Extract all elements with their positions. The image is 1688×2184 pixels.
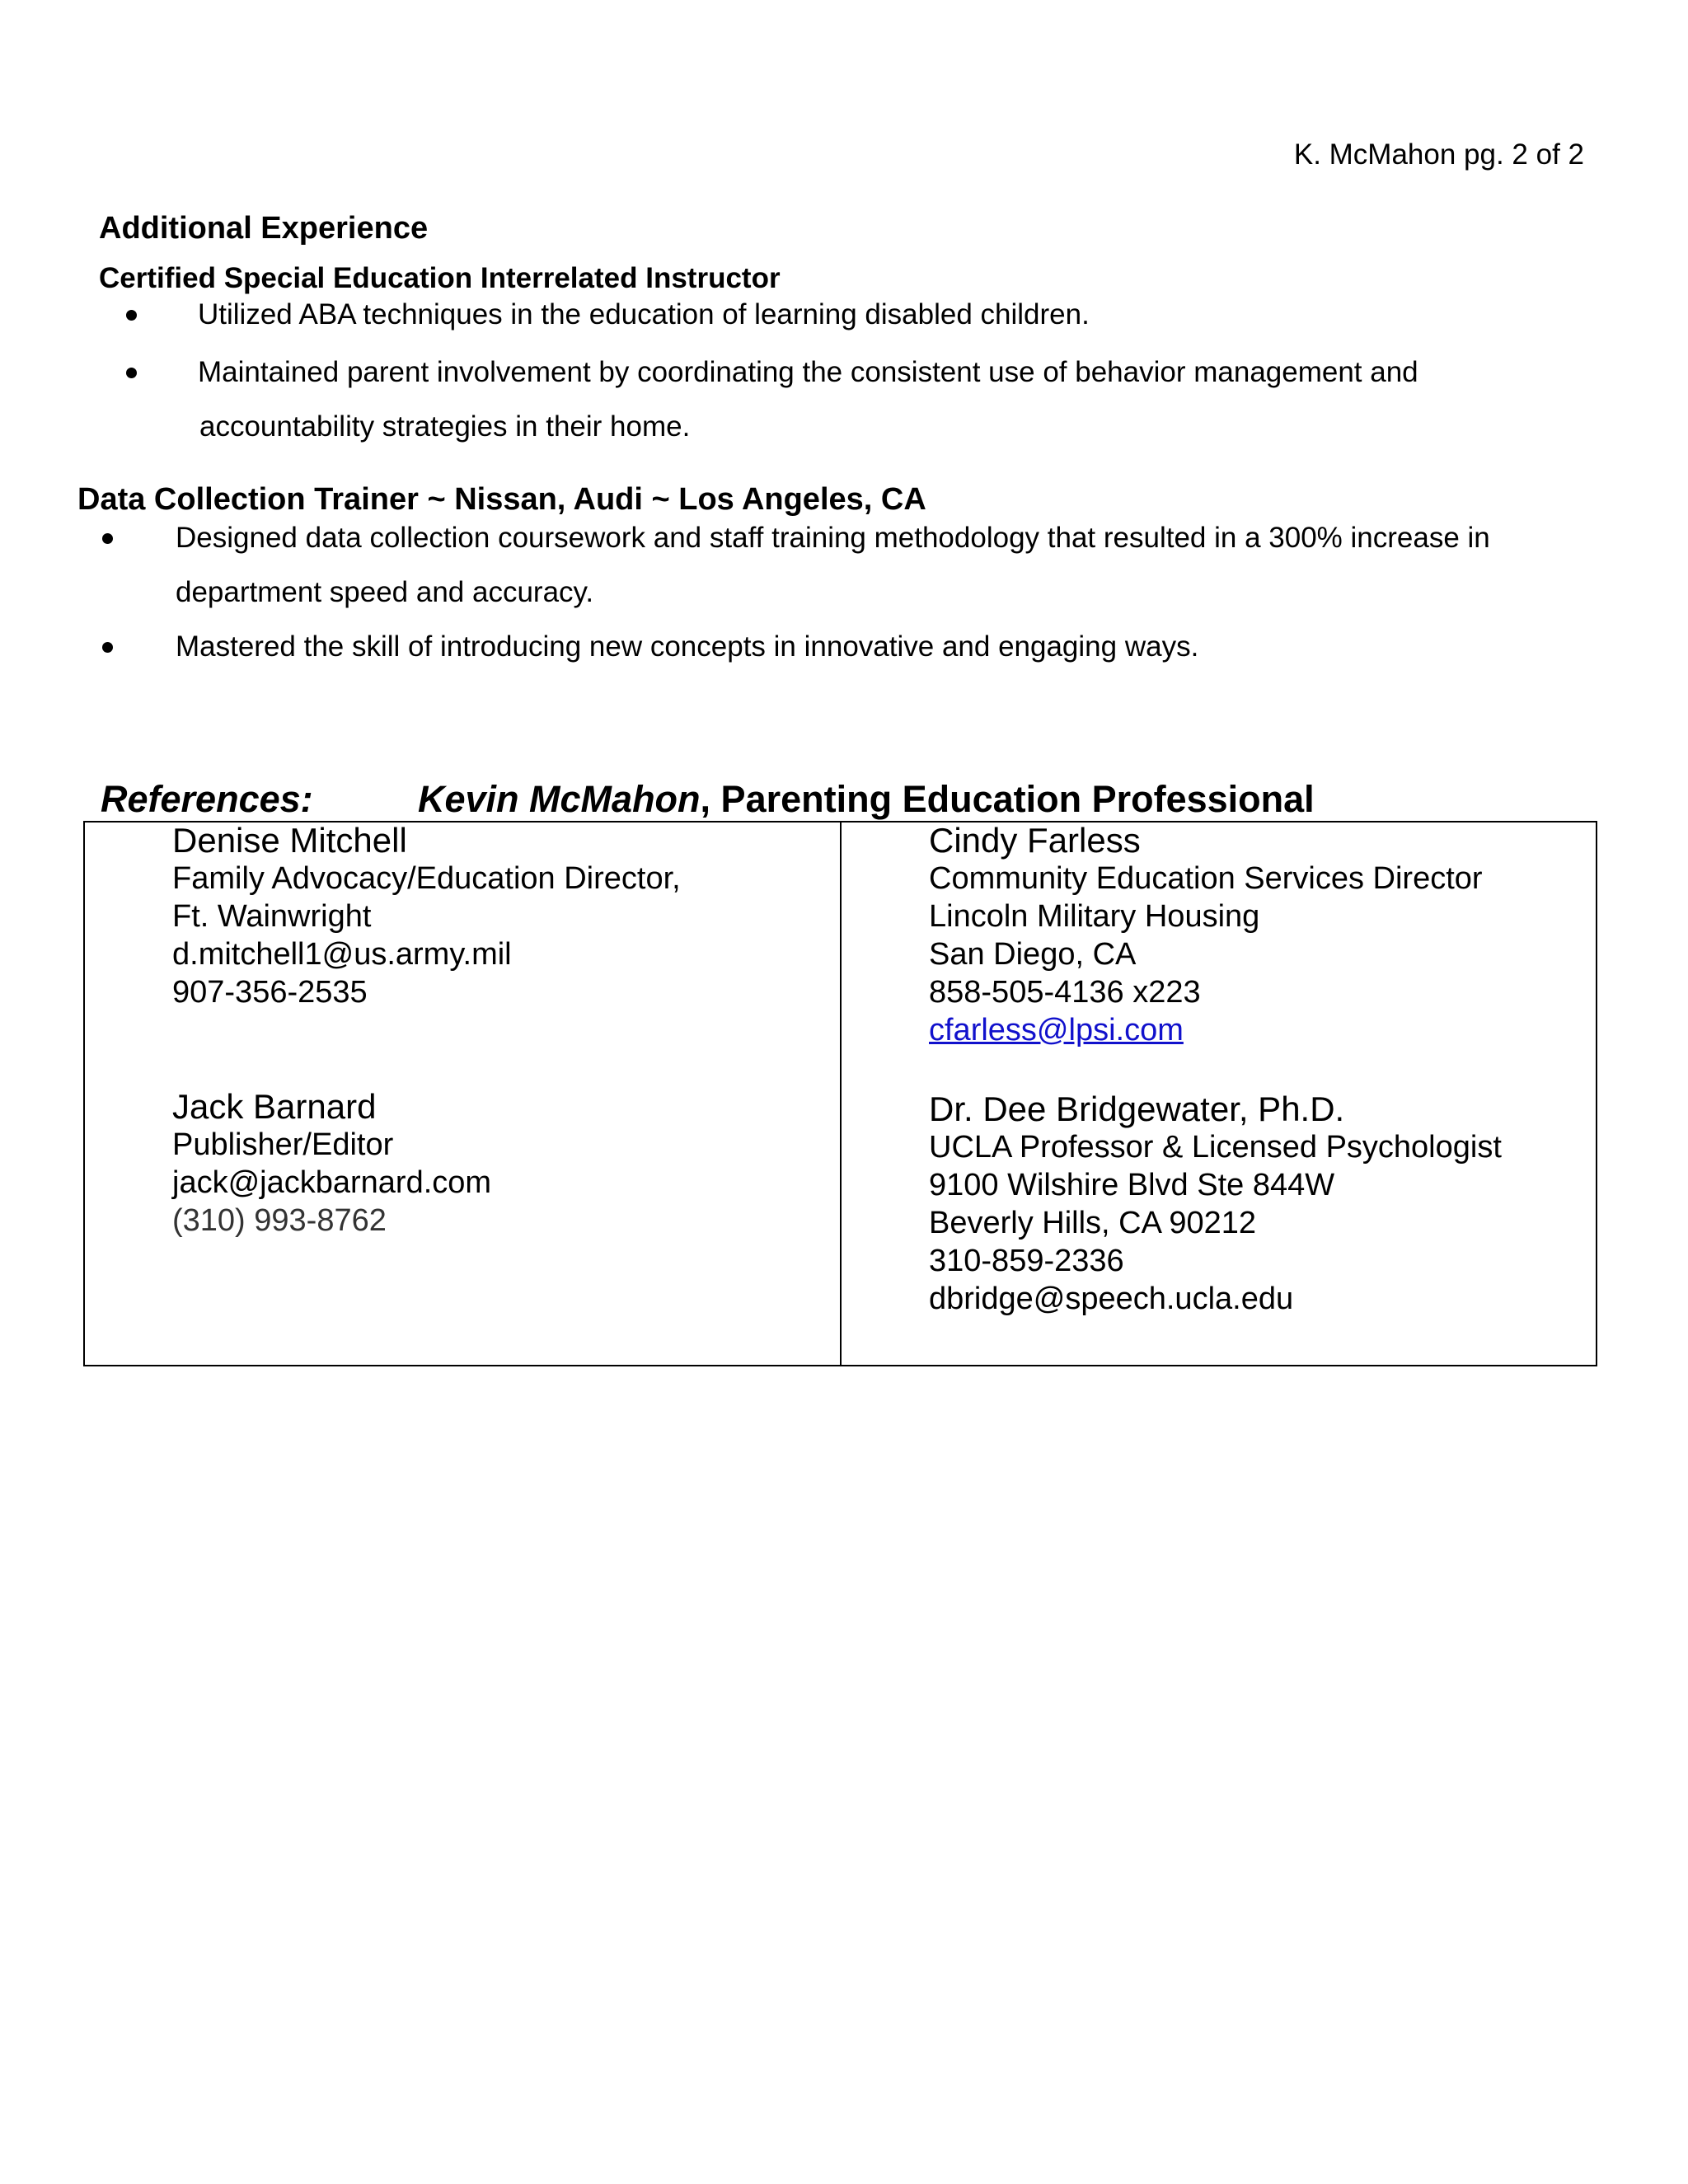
reference-name: Cindy Farless bbox=[929, 821, 1141, 860]
reference-line: Beverly Hills, CA 90212 bbox=[929, 1206, 1257, 1240]
reference-name: Denise Mitchell bbox=[172, 821, 407, 860]
bullet-text-continued: department speed and accuracy. bbox=[176, 576, 594, 608]
candidate-name: Kevin McMahon bbox=[418, 778, 701, 820]
reference-line: Family Advocacy/Education Director, bbox=[172, 861, 681, 896]
reference-line: San Diego, CA bbox=[929, 937, 1137, 972]
reference-line: Ft. Wainwright bbox=[172, 899, 372, 934]
bullet-text: Utilized ABA techniques in the education of learning disabled children. bbox=[198, 298, 1090, 330]
reference-name: Dr. Dee Bridgewater, Ph.D. bbox=[929, 1090, 1345, 1128]
reference-phone: 907-356-2535 bbox=[172, 975, 368, 1010]
bullet-icon bbox=[102, 533, 113, 544]
reference-entry bbox=[172, 1088, 491, 1240]
job-title-data-collection-trainer: Data Collection Trainer ~ Nissan, Audi ~ Los Angeles, CA bbox=[77, 482, 926, 517]
reference-phone: 310-859-2336 bbox=[929, 1244, 1124, 1278]
reference-entry bbox=[929, 822, 1483, 1049]
bullet-text: Designed data collection coursework and staff training methodology that resulted in a 300% increase in bbox=[176, 522, 1490, 554]
reference-email: d.mitchell1@us.army.mil bbox=[172, 937, 512, 972]
page-header: K. McMahon pg. 2 of 2 bbox=[1293, 138, 1584, 171]
references-table-divider bbox=[840, 821, 842, 1366]
reference-line: Lincoln Military Housing bbox=[929, 899, 1260, 934]
references-label: References: bbox=[101, 778, 313, 820]
reference-name: Jack Barnard bbox=[172, 1087, 377, 1126]
reference-phone: 858-505-4136 x223 bbox=[929, 975, 1201, 1010]
reference-line: Community Education Services Director bbox=[929, 861, 1483, 896]
reference-email: jack@jackbarnard.com bbox=[172, 1165, 492, 1200]
job-title-instructor: Certified Special Education Interrelated Instructor bbox=[99, 262, 781, 294]
bullet-text: Maintained parent involvement by coordinating the consistent use of behavior management and bbox=[198, 356, 1418, 388]
reference-line: UCLA Professor & Licensed Psychologist bbox=[929, 1130, 1502, 1165]
reference-email: dbridge@speech.ucla.edu bbox=[929, 1282, 1294, 1316]
reference-email-link[interactable]: cfarless@lpsi.com bbox=[929, 1013, 1184, 1047]
reference-entry bbox=[172, 822, 681, 1011]
bullet-icon bbox=[102, 642, 113, 653]
bullet-text: Mastered the skill of introducing new concepts in innovative and engaging ways. bbox=[176, 630, 1199, 663]
reference-phone: (310) 993-8762 bbox=[172, 1203, 387, 1238]
bullet-icon bbox=[126, 368, 137, 378]
section-heading-additional-experience: Additional Experience bbox=[99, 211, 429, 246]
candidate-role: , Parenting Education Professional bbox=[700, 778, 1315, 820]
bullet-text-continued: accountability strategies in their home. bbox=[199, 410, 691, 443]
reference-line: 9100 Wilshire Blvd Ste 844W bbox=[929, 1168, 1335, 1202]
bullet-icon bbox=[126, 310, 137, 321]
references-heading bbox=[101, 778, 1315, 821]
reference-line: Publisher/Editor bbox=[172, 1127, 394, 1162]
reference-entry bbox=[929, 1090, 1502, 1318]
